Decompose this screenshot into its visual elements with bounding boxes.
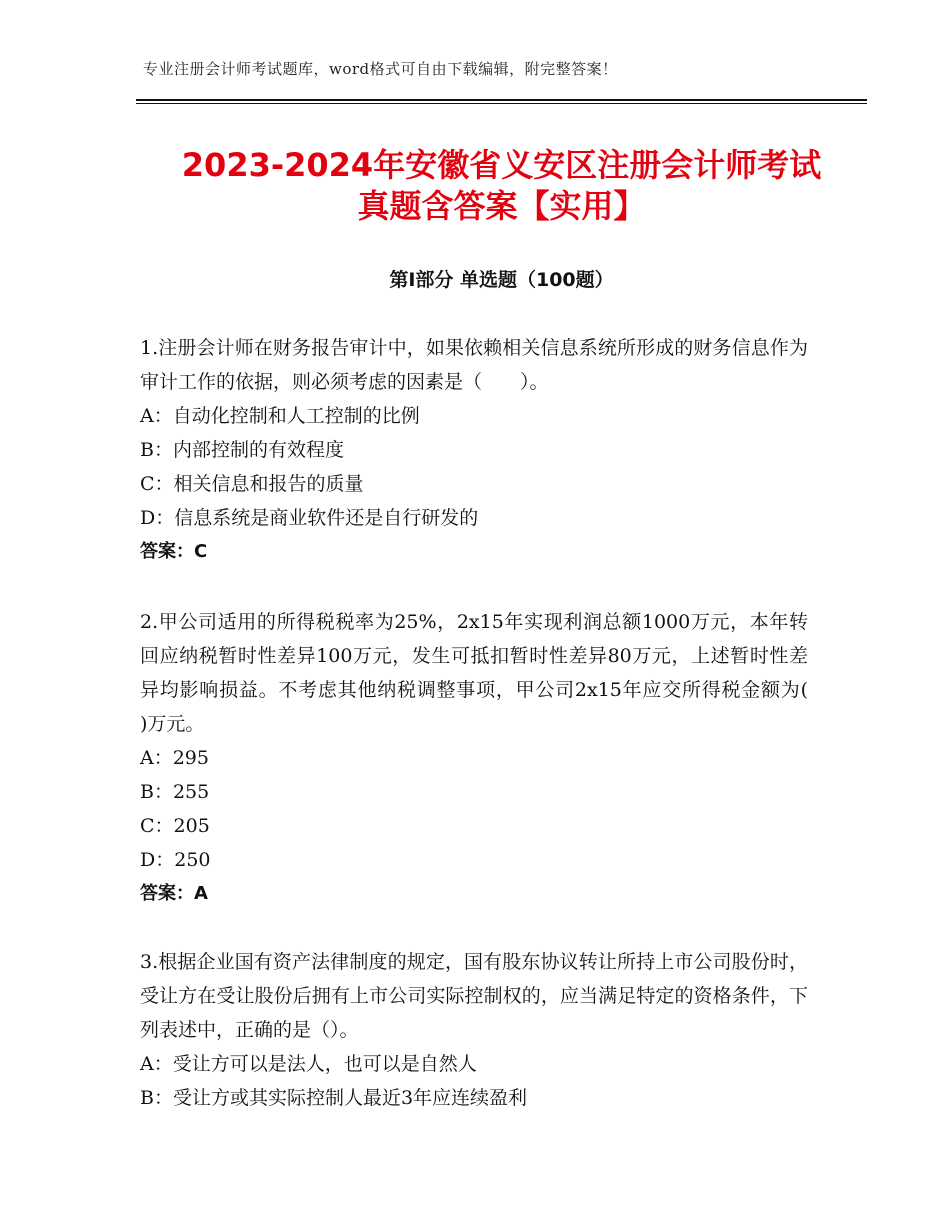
option-c: C：205 xyxy=(140,815,210,837)
option-d: D：250 xyxy=(140,849,211,871)
answer-label: 答案：A xyxy=(140,883,208,904)
document-title xyxy=(136,145,867,227)
question-1 xyxy=(140,331,808,569)
question-stem: 3.根据企业国有资产法律制度的规定，国有股东协议转让所持上市公司股份时，受让方在受让股份后拥有上市公司实际控制权的，应当满足特定的资格条件，下列表述中，正确的是（）。 xyxy=(140,951,808,1041)
option-b: B：内部控制的有效程度 xyxy=(140,439,344,461)
option-a: A：受让方可以是法人，也可以是自然人 xyxy=(140,1053,477,1075)
option-b: B：255 xyxy=(140,781,210,803)
answer-label: 答案：C xyxy=(140,541,208,562)
header-rule-thick xyxy=(136,99,867,101)
question-stem: 1.注册会计师在财务报告审计中，如果依赖相关信息系统所形成的财务信息作为审计工作的依据，则必须考虑的因素是（ ）。 xyxy=(140,337,808,393)
section-heading: 第Ⅰ部分 单选题（100题） xyxy=(389,269,614,291)
page-header: 专业注册会计师考试题库，word格式可自由下载编辑，附完整答案！ xyxy=(143,60,618,78)
option-d: D：信息系统是商业软件还是自行研发的 xyxy=(140,507,479,529)
title-line-2: 真题含答案【实用】 xyxy=(357,187,646,225)
option-a: A：自动化控制和人工控制的比例 xyxy=(140,405,420,427)
question-3 xyxy=(140,945,808,1115)
title-line-1: 2023-2024年安徽省义安区注册会计师考试 xyxy=(181,146,822,184)
option-b: B：受让方或其实际控制人最近3年应连续盈利 xyxy=(140,1087,528,1109)
question-stem: 2.甲公司适用的所得税税率为25%，2x15年实现利润总额1000万元，本年转回应纳税暂时性差异100万元，发生可抵扣暂时性差异80万元，上述暂时性差异均影响损益。不考虑其他纳税调整事项，甲公司2x15年应交所得税金额为( )万元。 xyxy=(140,611,847,735)
header-rule-thin xyxy=(136,103,867,104)
option-a: A：295 xyxy=(140,747,209,769)
question-2 xyxy=(140,605,847,911)
option-c: C：相关信息和报告的质量 xyxy=(140,473,364,495)
